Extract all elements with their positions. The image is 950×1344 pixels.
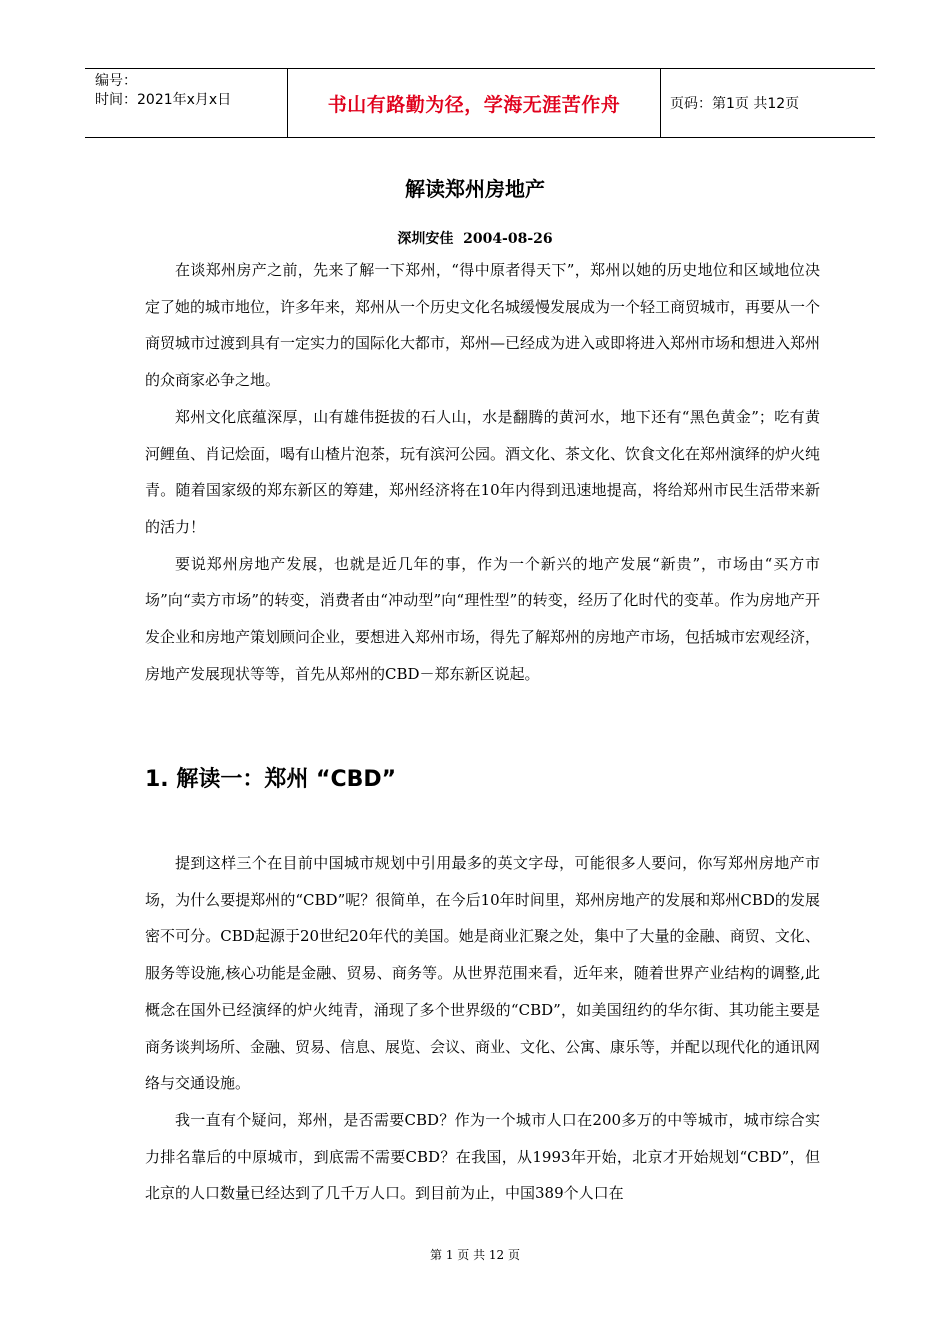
header-time-label: 时间：2021年x月x日 <box>95 92 232 108</box>
header-page-info: 页码：第1页 共12页 <box>670 96 800 112</box>
section-1-body <box>145 845 820 1212</box>
paragraph: 郑州文化底蕴深厚，山有雄伟挺拔的石人山，水是翻腾的黄河水，地下还有“黑色黄金”；吃有黄河鲤鱼、肖记烩面，喝有山楂片泡茶，玩有滨河公园。酒文化、茶文化、饮食文化在郑州演绎的炉火纯青。随着国家级的郑东新区的筹建，郑州经济将在10年内得到迅速地提高，将给郑州市民生活带来新的活力！ <box>145 407 821 536</box>
paragraph: 在谈郑州房产之前，先来了解一下郑州，“得中原者得天下”，郑州以她的历史地位和区域地位决定了她的城市地位，许多年来，郑州从一个历史文化名城缓慢发展成为一个轻工商贸城市，再要从一个商贸城市过渡到具有一定实力的国际化大都市，郑州—已经成为进入或即将进入郑州市场和想进入郑州的众商家必争之地。 <box>145 261 821 390</box>
header-number-label: 编号： <box>95 73 137 89</box>
section-heading: 1. 解读一：郑州 “CBD” <box>145 767 397 792</box>
header-page-info-cell <box>661 69 875 137</box>
document-header <box>85 68 875 138</box>
intro-section <box>145 252 820 692</box>
header-meta-cell <box>85 69 288 137</box>
page-footer: 第 1 页 共 12 页 <box>430 1248 520 1262</box>
header-motto: 书山有路勤为径，学海无涯苦作舟 <box>327 93 621 116</box>
document-title: 解读郑州房地产 <box>405 177 545 201</box>
paragraph: 提到这样三个在目前中国城市规划中引用最多的英文字母，可能很多人要问，你写郑州房地产市场，为什么要提郑州的“CBD”呢？很简单，在今后10年时间里，郑州房地产的发展和郑州CBD的发展密不可分。CBD起源于20世纪20年代的美国。她是商业汇聚之处，集中了大量的金融、商贸、文化、服务等设施,核心功能是金融、贸易、商务等。从世界范围来看，近年来，随着世界产业结构的调整,此概念在国外已经演绎的炉火纯青，涌现了多个世界级的“CBD”，如美国纽约的华尔街、其功能主要是商务谈判场所、金融、贸易、信息、展览、会议、商业、文化、公寓、康乐等，并配以现代化的通讯网络与交通设施。 <box>145 854 821 1093</box>
paragraph: 要说郑州房地产发展，也就是近几年的事，作为一个新兴的地产发展“新贵”，市场由“买方市场”向“卖方市场”的转变，消费者由“冲动型”向“理性型”的转变，经历了化时代的变革。作为房地产开发企业和房地产策划顾问企业，要想进入郑州市场，得先了解郑州的房地产市场，包括城市宏观经济，房地产发展现状等等，首先从郑州的CBD－郑东新区说起。 <box>145 554 821 683</box>
paragraph: 我一直有个疑问，郑州，是否需要CBD？作为一个城市人口在200多万的中等城市，城市综合实力排名靠后的中原城市，到底需不需要CBD？在我国，从1993年开始，北京才开始规划“CBD”，但北京的人口数量已经达到了几千万人口。到目前为止，中国389个人口在 <box>145 1110 820 1203</box>
document-byline: 深圳安佳 2004-08-26 <box>397 231 553 247</box>
header-motto-cell <box>288 69 661 137</box>
